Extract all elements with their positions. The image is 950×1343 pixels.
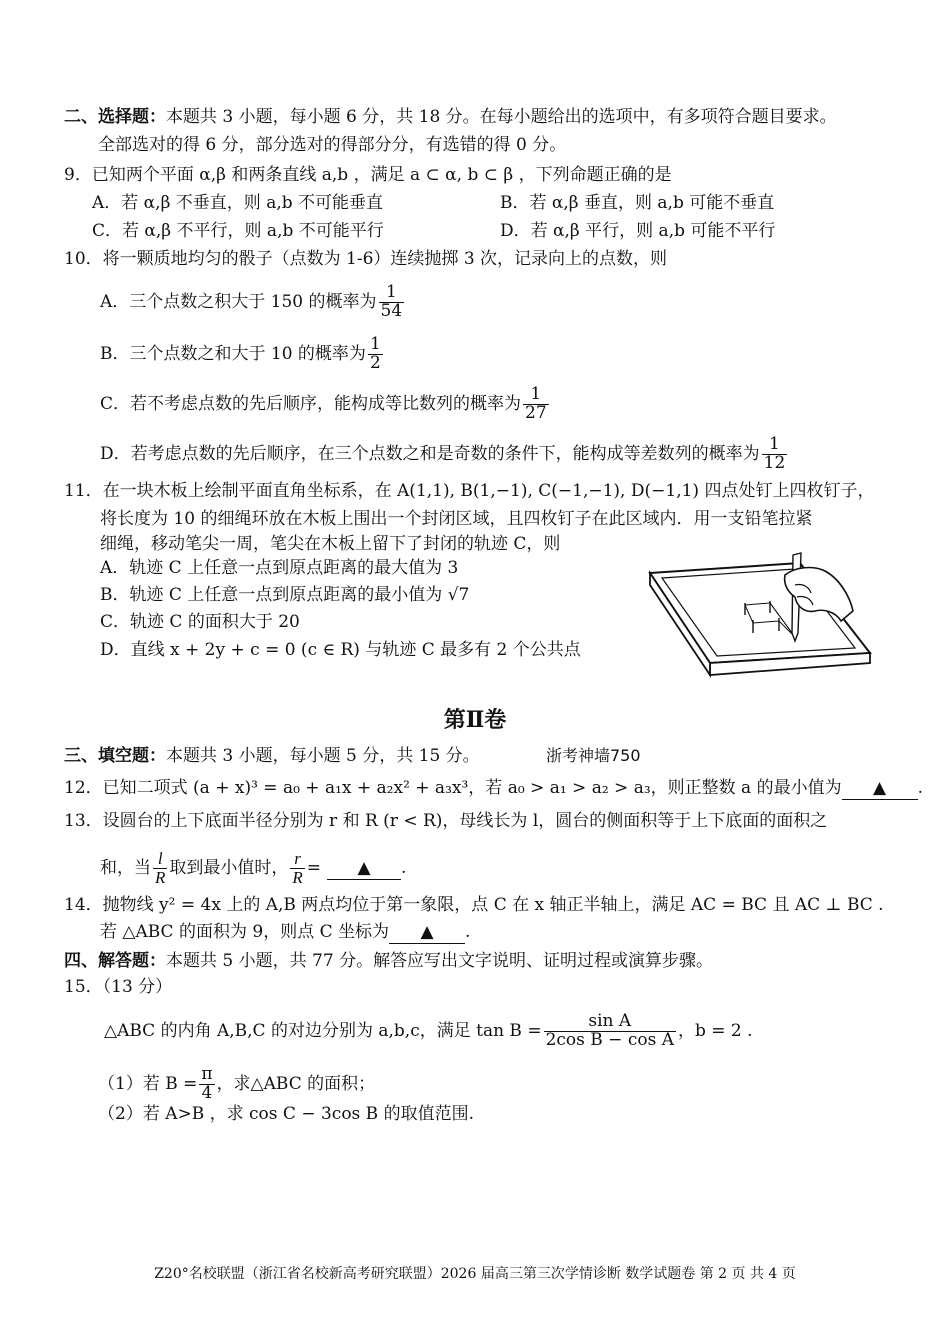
q10-a-num: 1 <box>379 284 405 303</box>
board-illustration <box>645 545 875 685</box>
q15-given-end: ，b = 2 . <box>677 1020 753 1041</box>
section3-heading: 三、填空题： <box>64 746 166 766</box>
q15-given <box>104 1013 753 1050</box>
q13-text-b: 取到最小值时， <box>169 857 289 878</box>
q15-pi-over-4 <box>199 1066 214 1103</box>
q15-tan-fraction <box>544 1013 676 1050</box>
q11-option-a: A．轨迹 C 上任意一点到原点距离的最大值为 3 <box>100 558 459 578</box>
q14-line2 <box>100 921 470 944</box>
q11-stem-line1: 11．在一块木板上绘制平面直角坐标系，在 A(1,1), B(1,−1), C(−1,−1), D(−1,1) 四点处钉上四枚钉子， <box>64 481 875 501</box>
section4-text: 本题共 5 小题，共 77 分。解答应写出文字说明、证明过程或演算步骤。 <box>166 951 714 971</box>
q11-stem-line2: 将长度为 10 的细绳环放在木板上围出一个封闭区域，且四枚钉子在此区域内．用一支铅笔拉紧 <box>100 509 813 529</box>
q13-f2-den: R <box>292 867 303 887</box>
q9-stem: 9．已知两个平面 α,β 和两条直线 a,b ，满足 a ⊂ α, b ⊂ β ，下列命题正确的是 <box>64 165 672 185</box>
section2-line1 <box>64 106 837 128</box>
q10-option-b <box>100 336 385 373</box>
section2-heading: 二、选择题： <box>64 107 166 127</box>
section4-line <box>64 950 713 972</box>
q9-option-c: C．若 α,β 不平行，则 a,b 不可能平行 <box>92 221 384 241</box>
q9-option-d: D．若 α,β 平行，则 a,b 可能不平行 <box>500 221 776 241</box>
q11-option-d: D．直线 x + 2y + c = 0 (c ∈ R) 与轨迹 C 最多有 2 个公共点 <box>100 640 581 660</box>
q10-option-c-text: C．若不考虑点数的先后顺序，能构成等比数列的概率为 <box>100 393 522 414</box>
q13-line2 <box>100 850 406 887</box>
section3-text: 本题共 3 小题，每小题 5 分，共 15 分。 <box>166 746 480 766</box>
q14-line1: 14．抛物线 y² = 4x 上的 A,B 两点均位于第一象限，点 C 在 x 轴正半轴上，满足 AC = BC 且 AC ⊥ BC . <box>64 895 884 915</box>
section3-line <box>64 745 480 767</box>
q13-line1: 13．设圆台的上下底面半径分别为 r 和 R (r < R)，母线长为 l，圆台的侧面积等于上下底面的面积之 <box>64 811 828 831</box>
q15-p1-num: π <box>201 1064 213 1084</box>
section2-text2: 全部选对的得 6 分，部分选对的得部分分，有选错的得 0 分。 <box>98 135 567 155</box>
q15-part1-b: ，求△ABC 的面积； <box>216 1073 376 1094</box>
q10-b-den: 2 <box>369 352 381 373</box>
q14-blank[interactable]: ▲ <box>389 921 465 944</box>
q13-f1-den: R <box>155 867 166 887</box>
q11-option-c: C．轨迹 C 的面积大于 20 <box>100 612 300 632</box>
q15-part1-a: （1）若 B = <box>98 1073 198 1094</box>
q10-d-num: 1 <box>762 436 788 455</box>
q10-option-d <box>100 436 789 473</box>
q10-b-fraction <box>368 336 383 373</box>
q13-equals: = <box>306 857 322 878</box>
q13-text-a: 和，当 <box>100 857 151 878</box>
q10-a-den: 54 <box>380 300 403 321</box>
q12-line <box>64 777 923 800</box>
q15-f-num: sin A <box>544 1013 676 1032</box>
q10-option-d-text: D．若考虑点数的先后顺序，在三个点数之和是奇数的条件下，能构成等差数列的概率为 <box>100 443 760 464</box>
part2-title: 第Ⅱ卷 <box>443 707 507 733</box>
section2-text: 本题共 3 小题，每小题 6 分，共 18 分。在每小题给出的选项中，有多项符合题目要求。 <box>166 107 837 127</box>
q12-blank[interactable]: ▲ <box>842 777 918 800</box>
q13-blank[interactable]: ▲ <box>327 857 401 880</box>
q10-c-fraction <box>523 386 549 423</box>
q14-text: 若 △ABC 的面积为 9，则点 C 坐标为 <box>100 922 390 942</box>
q10-a-fraction <box>379 284 405 321</box>
page-footer: Z20°名校联盟（浙江省名校新高考研究联盟）2026 届高三第三次学情诊断 数学试题卷 第 2 页 共 4 页 <box>154 1266 796 1282</box>
q13-f1-num: l <box>153 850 167 869</box>
q13-f2-num: r <box>290 850 304 869</box>
q12-end: . <box>917 778 923 798</box>
q9-option-a: A．若 α,β 不垂直，则 a,b 不可能垂直 <box>92 193 384 213</box>
q12-text: 12．已知二项式 (a + x)³ = a₀ + a₁x + a₂x² + a₃x³，若 a₀ > a₁ > a₂ > a₃，则正整数 a 的最小值为 <box>64 778 842 798</box>
q14-end: . <box>465 922 471 942</box>
q10-d-den: 12 <box>763 452 786 473</box>
q10-stem: 10．将一颗质地均匀的骰子（点数为 1-6）连续抛掷 3 次，记录向上的点数，则 <box>64 249 668 269</box>
q10-c-num: 1 <box>523 386 549 405</box>
q10-option-b-text: B．三个点数之和大于 10 的概率为 <box>100 343 366 364</box>
q10-c-den: 27 <box>525 402 547 423</box>
q15-f-den: 2cos B − cos A <box>545 1029 674 1050</box>
q13-fraction-l-over-r <box>153 850 167 887</box>
q10-d-fraction <box>762 436 788 473</box>
q15-p1-den: 4 <box>201 1082 213 1103</box>
q9-option-b: B．若 α,β 垂直，则 a,b 可能不垂直 <box>500 193 775 213</box>
q10-option-a <box>100 284 406 321</box>
q15-given-text: △ABC 的内角 A,B,C 的对边分别为 a,b,c，满足 tan B = <box>104 1020 542 1041</box>
q10-option-c <box>100 386 551 423</box>
q11-option-b: B．轨迹 C 上任意一点到原点距离的最小值为 √7 <box>100 585 470 605</box>
q15-part2: （2）若 A>B ，求 cos C − 3cos B 的取值范围. <box>98 1104 474 1124</box>
q13-fraction-r-over-r <box>290 850 304 887</box>
q10-b-num: 1 <box>369 334 381 354</box>
q15-part1 <box>98 1066 375 1103</box>
q10-option-a-text: A．三个点数之积大于 150 的概率为 <box>100 291 377 312</box>
section4-heading: 四、解答题： <box>64 951 166 971</box>
watermark-text: 浙考神墙750 <box>546 746 641 765</box>
q13-end: . <box>401 857 407 878</box>
q11-stem-line3: 细绳，移动笔尖一周，笔尖在木板上留下了封闭的轨迹 C，则 <box>100 534 561 554</box>
q15-head: 15．（13 分） <box>64 977 173 997</box>
